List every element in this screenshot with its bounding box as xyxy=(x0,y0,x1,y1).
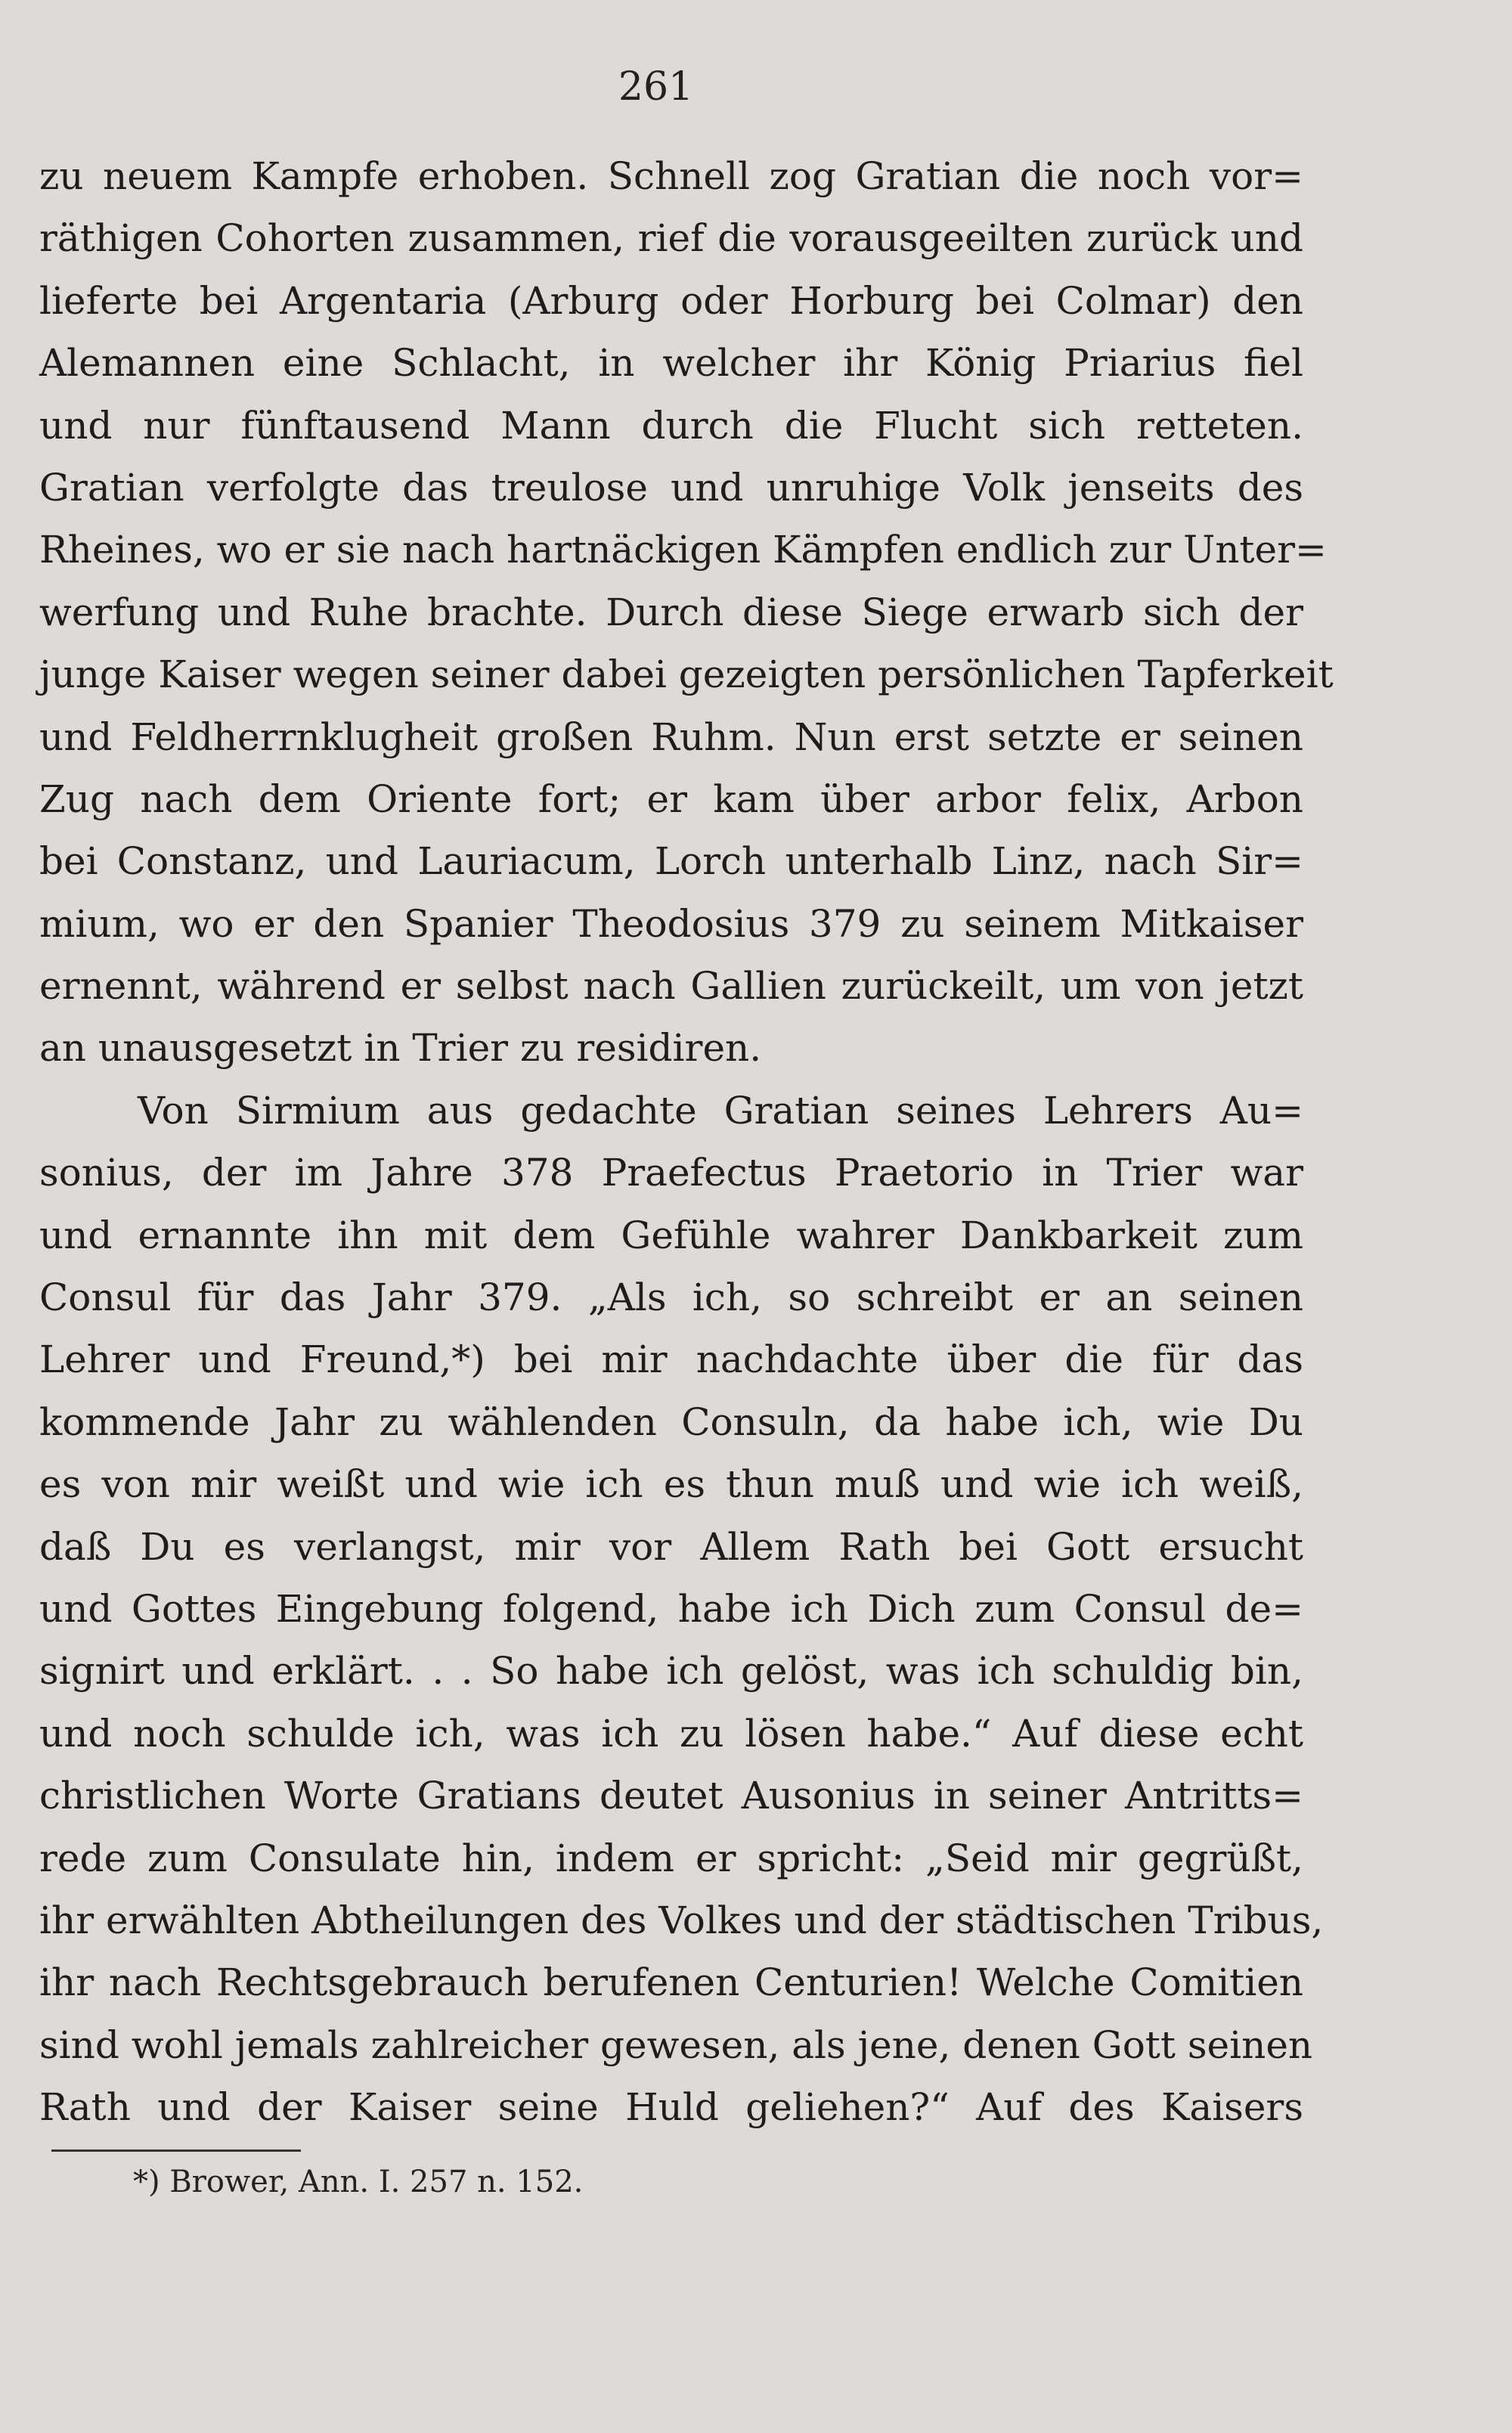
text-line: mium, wo er den Spanier Theodosius 379 zu seinem Mitkaiser xyxy=(39,901,1303,946)
text-line: Rheines, wo er sie nach hartnäckigen Kämpfen endlich zur Unter= xyxy=(39,528,1327,572)
text-line: kommende Jahr zu wählenden Consuln, da habe ich, wie Du xyxy=(39,1399,1303,1444)
text-line: rede zum Consulate hin, indem er spricht: „Seid mir gegrüßt, xyxy=(39,1836,1303,1880)
text-line: räthigen Cohorten zusammen, rief die vorausgeeilten zurück und xyxy=(39,216,1303,261)
text-line: Von Sirmium aus gedachte Gratian seines Lehrers Au= xyxy=(138,1088,1303,1133)
text-line: signirt und erklärt. . . So habe ich gelöst, was ich schuldig bin, xyxy=(39,1649,1303,1694)
page-number: 261 xyxy=(618,64,694,110)
text-line: Zug nach dem Oriente fort; er kam über arbor felix, Arbon xyxy=(39,776,1303,821)
text-line: sonius, der im Jahre 378 Praefectus Praetorio in Trier war xyxy=(39,1151,1303,1195)
text-line: bei Constanz, und Lauriacum, Lorch unterhalb Linz, nach Sir= xyxy=(39,839,1303,884)
footnote: *) Brower, Ann. I. 257 n. 152. xyxy=(133,2165,584,2199)
text-line: ernennt, während er selbst nach Gallien zurückeilt, um von jetzt xyxy=(39,964,1303,1009)
body-text xyxy=(39,145,1334,2139)
text-line: und ernannte ihn mit dem Gefühle wahrer Dankbarkeit zum xyxy=(39,1213,1303,1257)
text-line: Consul für das Jahr 379. „Als ich, so schreibt er an seinen xyxy=(39,1275,1303,1320)
text-line: und Feldherrnklugheit großen Ruhm. Nun erst setzte er seinen xyxy=(39,714,1303,759)
text-line: und nur fünftausend Mann durch die Flucht sich retteten. xyxy=(39,403,1303,448)
text-line: an unausgesetzt in Trier zu residiren. xyxy=(39,1026,762,1071)
text-line: junge Kaiser wegen seiner dabei gezeigten persönlichen Tapferkeit xyxy=(39,652,1334,697)
text-line: werfung und Ruhe brachte. Durch diese Siege erwarb sich der xyxy=(39,590,1303,634)
text-line: es von mir weißt und wie ich es thun muß und wie ich weiß, xyxy=(39,1462,1303,1507)
text-line: ihr erwählten Abtheilungen des Volkes und der städtischen Tribus, xyxy=(39,1898,1324,1942)
text-line: zu neuem Kampfe erhoben. Schnell zog Gratian die noch vor= xyxy=(39,154,1303,198)
text-line: Alemannen eine Schlacht, in welcher ihr König Priarius fiel xyxy=(39,341,1303,386)
footnote-divider xyxy=(51,2149,301,2152)
text-line: daß Du es verlangst, mir vor Allem Rath bei Gott ersucht xyxy=(39,1524,1303,1569)
text-line: Lehrer und Freund,*) bei mir nachdachte über die für das xyxy=(39,1337,1303,1382)
text-line: sind wohl jemals zahlreicher gewesen, als jene, denen Gott seinen xyxy=(39,2022,1313,2067)
text-line: Rath und der Kaiser seine Huld geliehen?“ Auf des Kaisers xyxy=(39,2085,1303,2130)
text-line: christlichen Worte Gratians deutet Ausonius in seiner Antritts= xyxy=(39,1774,1303,1818)
text-line: ihr nach Rechtsgebrauch berufenen Centurien! Welche Comitien xyxy=(39,1960,1303,2005)
text-line: Gratian verfolgte das treulose und unruhige Volk jenseits des xyxy=(39,465,1303,510)
text-line: und noch schulde ich, was ich zu lösen habe.“ Auf diese echt xyxy=(39,1711,1303,1756)
text-line: und Gottes Eingebung folgend, habe ich Dich zum Consul de= xyxy=(39,1586,1303,1631)
text-line: lieferte bei Argentaria (Arburg oder Horburg bei Colmar) den xyxy=(39,278,1303,323)
